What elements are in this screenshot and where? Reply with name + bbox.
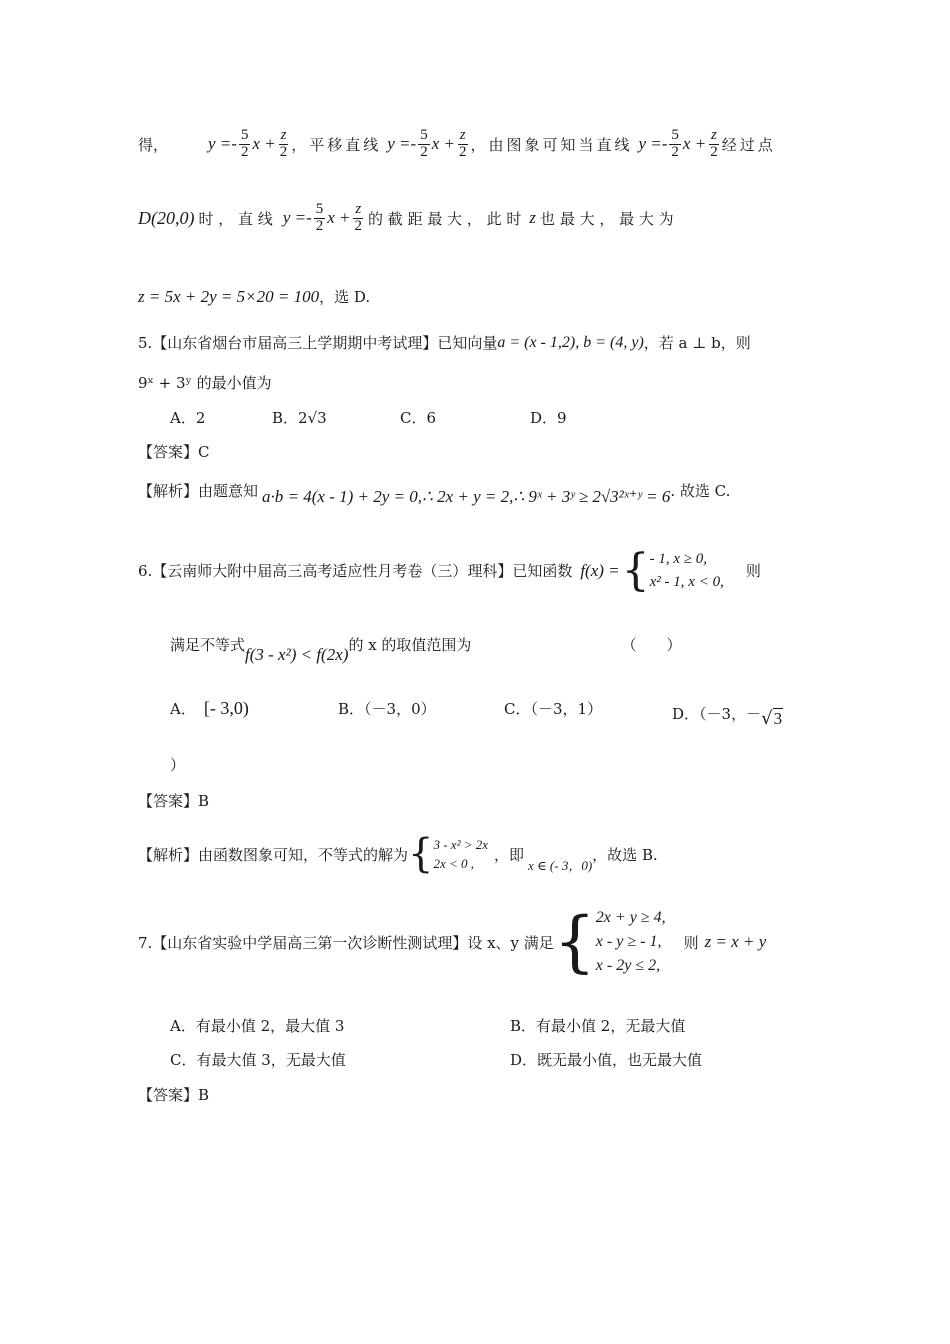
- text: 的 截 距 最 大 ， 此 时: [368, 209, 522, 228]
- constraint-system: { 2x + y ≥ 4, x - y ≥ - 1, x - 2y ≤ 2,: [553, 903, 666, 980]
- analysis-text: ，故选 B.: [592, 845, 658, 864]
- inequality-system: { 3 - x² > 2x 2x < 0 ,: [408, 831, 489, 877]
- q5-analysis: [138, 480, 731, 506]
- fraction: $\frac{z}{2}$: [279, 127, 288, 160]
- answer-blank: （ ）: [621, 636, 682, 654]
- fraction: $\frac{5}{2}$: [240, 127, 249, 160]
- q6-answer: 【答案】B: [138, 792, 210, 810]
- question-7-head: 7.【山东省实验中学届高三第一次诊断性测试理】设 x、y 满足: [138, 933, 554, 952]
- analysis-text: 【解析】由函数图象可知，不等式的解为: [138, 845, 409, 864]
- text: 也 最 大 ， 最 大 为: [540, 209, 674, 228]
- question-5-stem: [138, 332, 751, 353]
- text: 得，: [138, 135, 169, 154]
- q5-option-a: A．2: [170, 409, 206, 427]
- text: ，平移直线: [291, 135, 382, 154]
- solution-range: x ∈ (- 3，0): [528, 857, 593, 873]
- solution-line-3: [138, 286, 370, 307]
- fraction: $\frac{z}{2}$: [710, 127, 718, 160]
- q7-option-d: D．既无最小值，也无最大值: [510, 1051, 703, 1069]
- q7-option-c: C．有最大值 3，无最大值: [170, 1051, 346, 1069]
- fraction: $\frac{5}{2}$: [315, 201, 324, 234]
- text: 的 x 的取值范围为: [348, 636, 472, 654]
- q6-option-c: C．（－3，1）: [504, 700, 603, 718]
- question-6-line-2: [170, 634, 682, 664]
- fraction: $\frac{5}{2}$: [671, 127, 679, 160]
- fraction: $\frac{z}{2}$: [458, 127, 467, 160]
- fraction: $\frac{z}{2}$: [354, 201, 363, 234]
- var-z: z: [529, 208, 537, 228]
- inequality: f(3 - x²) < f(2x): [245, 644, 349, 664]
- text: ，选 D.: [319, 288, 371, 306]
- text: 满足不等式: [170, 636, 246, 654]
- question-7-stem: [138, 903, 767, 980]
- q6-option-d-close: ）: [170, 756, 186, 774]
- q5-option-d: D．9: [530, 409, 567, 427]
- question-6-head: 6.【云南师大附中届高三高考适应性月考卷（三）理科】已知函数: [138, 562, 573, 580]
- q7-option-a: A．有最小值 2，最大值 3: [170, 1017, 345, 1035]
- text: 时 ， 直 线: [198, 209, 273, 228]
- analysis-text: ，即: [494, 845, 525, 864]
- text: 则: [683, 933, 699, 952]
- point-d: D(20,0): [138, 207, 195, 228]
- fraction: $\frac{5}{2}$: [420, 127, 428, 160]
- function-f: f(x) =: [580, 560, 620, 580]
- text: 经过点: [721, 135, 776, 154]
- q5-option-c: C．6: [400, 409, 437, 427]
- solution-line-2: D(20,0) 时 ， 直 线 y =- $\frac{5}{2}$ x + $\frac{z}{2}$ 的 截 距 最 大 ， 此 时 z 也 最 大 ， 最 大 为: [138, 201, 674, 234]
- question-5-text: 9ˣ + 3ʸ 的最小值为: [138, 374, 272, 392]
- piecewise-function: { - 1, x ≥ 0, x² - 1, x < 0,: [621, 544, 724, 596]
- solution-line-1: 得， y =- $\frac{5}{2}$ x + $\frac{z}{2}$ ，平移直线 y =- $\frac{5}{2}$ x + $\frac{z}{2}$ ，由图象可知当直线 y =- $\frac{5}{2}$ x + $\frac{z}{2}$ 经过点: [138, 127, 776, 160]
- q6-option-a: A． [- 3,0): [170, 698, 249, 718]
- question-5-line-2: [138, 372, 272, 393]
- q6-analysis: [138, 831, 658, 877]
- q5-answer: 【答案】C: [138, 443, 210, 461]
- question-5-head: 5.【山东省烟台市届高三上学期期中考试理】已知向量: [138, 334, 498, 352]
- analysis-label: 【解析】由题意知: [138, 482, 259, 500]
- question-6-stem: [138, 544, 761, 596]
- analysis-end: . 故选 C.: [670, 482, 731, 500]
- q6-option-d: D．（－3，－ √ 3: [672, 705, 783, 729]
- condition: ，若 a ⊥ b，则: [643, 334, 751, 352]
- text: ，由图象可知当直线: [470, 135, 633, 154]
- q7-option-b: B．有最小值 2，无最大值: [510, 1017, 686, 1035]
- q6-option-b: B．（－3，0）: [338, 700, 436, 718]
- equation-y: y =-: [208, 134, 237, 154]
- q5-option-b: B．2√3: [272, 409, 327, 427]
- equation-max: z = 5x + 2y = 5×20 = 100: [138, 286, 320, 306]
- sqrt-symbol: √ 3: [761, 708, 783, 729]
- objective-z: z = x + y: [704, 932, 767, 951]
- q7-answer: 【答案】B: [138, 1086, 210, 1104]
- vector-defs: a = (x - 1,2), b = (4, y): [497, 333, 644, 351]
- analysis-math: a·b = 4(x - 1) + 2y = 0,∴ 2x + y = 2,∴ 9ˣ + 3ʸ ≥ 2√3²ˣ⁺ʸ = 6: [262, 486, 671, 506]
- text: 则: [745, 562, 761, 580]
